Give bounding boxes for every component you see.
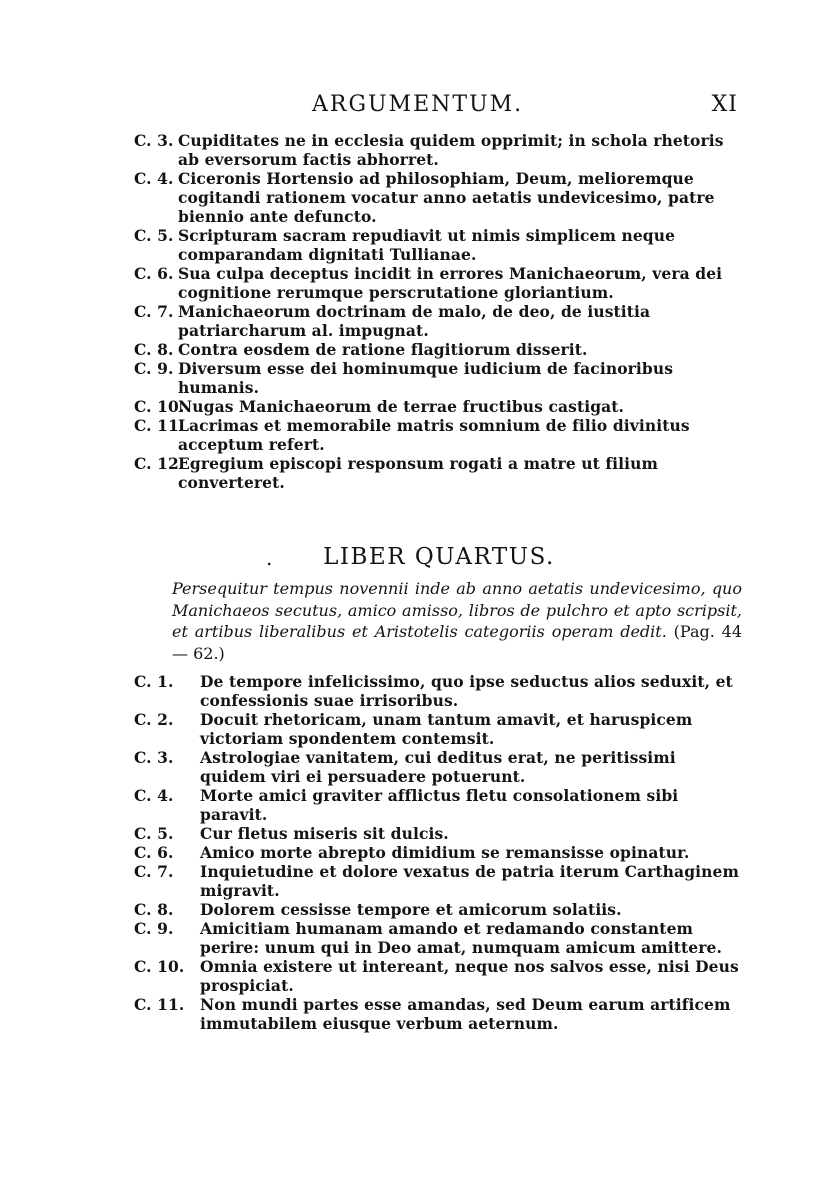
chapter-label: C. 6. [134, 843, 174, 862]
page-reference: (Pag. 44 — 62.) [172, 622, 743, 663]
chapter-text: Contra eosdem de ratione flagitiorum disserit. [178, 340, 588, 359]
chapter-text: Ciceronis Hortensio ad philosophiam, Deum, melioremque cogitandi rationem vocatur anno aetatis undevicesimo, patre biennio ante defuncto. [178, 169, 715, 226]
chapter-label: C. 5. [134, 824, 174, 843]
chapter-entry [134, 340, 744, 359]
book-title: LIBER QUARTUS. [323, 544, 555, 570]
chapter-list-book-4 [134, 672, 744, 1033]
chapter-label: C. 7. [134, 862, 174, 881]
chapter-text: Morte amici graviter afflictus fletu consolationem sibi paravit. [200, 786, 679, 824]
chapter-label: C. 3. [134, 748, 174, 767]
chapter-entry [134, 264, 744, 302]
chapter-entry [134, 226, 744, 264]
chapter-entry [134, 169, 744, 226]
book-heading [134, 544, 744, 570]
chapter-label: C. 5. [134, 226, 174, 245]
chapter-entry [134, 131, 744, 169]
chapter-text: Lacrimas et memorabile matris somnium de filio divinitus acceptum refert. [178, 416, 690, 454]
chapter-entry [134, 359, 744, 397]
chapter-entry [134, 957, 744, 995]
decorative-dot: . [266, 546, 274, 570]
chapter-text: Sua culpa deceptus incidit in errores Manichaeorum, vera dei cognitione rerumque perscrutatione gloriantium. [178, 264, 723, 302]
chapter-entry [134, 919, 744, 957]
chapter-label: C. 4. [134, 169, 174, 188]
chapter-label: C. 1. [134, 672, 174, 691]
chapter-list-book-3 [134, 131, 744, 492]
summary-text: Persequitur tempus novennii inde ab anno aetatis undevicesimo, quo Manichaeos secutus, amico amisso, libros de pulchro et apto scripsit, et artibus liberalibus et Aristotelis categoriis operam dedit. [172, 579, 742, 641]
chapter-text: Amico morte abrepto dimidium se remansisse opinatur. [200, 843, 690, 862]
chapter-text: Egregium episcopi responsum rogati a matre ut filium converteret. [178, 454, 659, 492]
chapter-entry [134, 824, 744, 843]
chapter-entry [134, 454, 744, 492]
page-number: XI [711, 92, 738, 117]
chapter-entry [134, 862, 744, 900]
chapter-text: Inquietudine et dolore vexatus de patria iterum Carthaginem migravit. [200, 862, 739, 900]
book-summary [172, 578, 742, 664]
chapter-label: C. 6. [134, 264, 174, 283]
chapter-text: Manichaeorum doctrinam de malo, de deo, de iustitia patriarcharum al. impugnat. [178, 302, 651, 340]
chapter-entry [134, 710, 744, 748]
chapter-label: C. 11. [134, 416, 185, 435]
chapter-text: Diversum esse dei hominumque iudicium de facinoribus humanis. [178, 359, 674, 397]
chapter-text: Nugas Manichaeorum de terrae fructibus castigat. [178, 397, 625, 416]
chapter-entry [134, 843, 744, 862]
chapter-text: Scripturam sacram repudiavit ut nimis simplicem neque comparandam dignitati Tullianae. [178, 226, 676, 264]
chapter-text: Dolorem cessisse tempore et amicorum solatiis. [200, 900, 622, 919]
chapter-label: C. 8. [134, 900, 174, 919]
chapter-entry [134, 397, 744, 416]
chapter-entry [134, 786, 744, 824]
chapter-label: C. 10. [134, 957, 185, 976]
chapter-label: C. 9. [134, 919, 174, 938]
chapter-label: C. 10. [134, 397, 185, 416]
chapter-text: Cur fletus miseris sit dulcis. [200, 824, 449, 843]
chapter-label: C. 7. [134, 302, 174, 321]
chapter-label: C. 3. [134, 131, 174, 150]
chapter-label: C. 2. [134, 710, 174, 729]
chapter-label: C. 4. [134, 786, 174, 805]
chapter-label: C. 11. [134, 995, 185, 1014]
chapter-text: De tempore infelicissimo, quo ipse seductus alios seduxit, et confessionis suae irrisoribus. [200, 672, 733, 710]
chapter-text: Omnia existere ut intereant, neque nos salvos esse, nisi Deus prospiciat. [200, 957, 739, 995]
chapter-text: Astrologiae vanitatem, cui deditus erat, ne peritissimi quidem viri ei persuadere potuerunt. [200, 748, 676, 786]
chapter-entry [134, 302, 744, 340]
chapter-entry [134, 672, 744, 710]
chapter-label: C. 9. [134, 359, 174, 378]
chapter-entry [134, 900, 744, 919]
chapter-label: C. 12. [134, 454, 185, 473]
chapter-label: C. 8. [134, 340, 174, 359]
running-title: ARGUMENTUM. [312, 92, 524, 117]
chapter-text: Cupiditates ne in ecclesia quidem opprimit; in schola rhetoris ab eversorum factis abhorret. [178, 131, 724, 169]
page-header [138, 92, 740, 122]
chapter-entry [134, 748, 744, 786]
chapter-entry [134, 416, 744, 454]
chapter-entry [134, 995, 744, 1033]
chapter-text: Amicitiam humanam amando et redamando constantem perire: unum qui in Deo amat, numquam amicum amittere. [200, 919, 722, 957]
chapter-text: Docuit rhetoricam, unam tantum amavit, et haruspicem victoriam spondentem contemsit. [200, 710, 693, 748]
chapter-text: Non mundi partes esse amandas, sed Deum earum artificem immutabilem eiusque verbum aeternum. [200, 995, 731, 1033]
